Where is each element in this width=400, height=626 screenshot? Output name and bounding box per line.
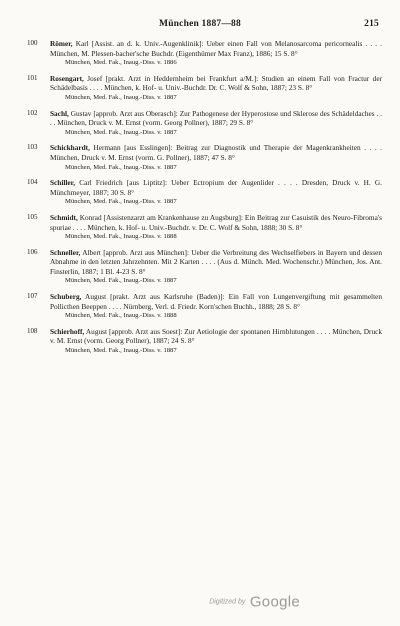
thesis-note: München, Med. Fak., Inaug.-Diss. v. 1886: [65, 59, 177, 67]
citation-text: Josef [prakt. Arzt in Heddernheim bei Frankfurt a/M.]: Studien an einem Fall von Fractur der Schädelbasis . . . . München, k. Hof- u. Univ.-Buchdr. Dr. C. Wolf & Sohn, 1887; 23 S. 8°: [50, 73, 382, 93]
citation-text: Carl Friedrich [aus Liptitz]: Ueber Ectropium der Augenlider . . . . Dresden, Druck v. H. G. Münchmeyer, 1887; 30 S. 8°: [50, 178, 382, 197]
entry-citation: [50, 292, 382, 311]
entry-citation: [50, 143, 382, 162]
list-item: [0, 109, 400, 138]
list-item: [0, 292, 400, 321]
entry-number: 106: [27, 247, 38, 256]
digitization-watermark: [209, 593, 300, 611]
author-name: Sachl,: [50, 108, 69, 118]
thesis-note: München, Med. Fak., Inaug.-Diss. v. 1887: [65, 277, 177, 285]
entry-number: 107: [27, 292, 38, 301]
list-item: [0, 248, 400, 286]
entry-number: 103: [27, 143, 38, 152]
citation-text: August [prakt. Arzt aus Karlsruhe (Baden)]: Ein Fall von Lungenvergiftung mit gesammelten Pollicthen Beeppen . . . . Nürnberg, Verl. d. Friedr. Korn'schen Buchh., 1888; 28 S. 8°: [50, 292, 382, 311]
entry-citation: [50, 109, 382, 128]
author-name: Schierhoff,: [50, 326, 85, 336]
entry-citation: [50, 74, 382, 93]
thesis-note: München, Med. Fak., Inaug.-Diss. v. 1887: [65, 163, 177, 171]
entry-number: 108: [27, 326, 38, 335]
author-name: Römer,: [50, 39, 73, 48]
entry-number: 101: [27, 73, 38, 82]
entry-citation: [50, 248, 382, 277]
entry-citation: [50, 178, 382, 197]
running-head: [0, 19, 400, 31]
thesis-note: München, Med. Fak., Inaug.-Diss. v. 1887: [65, 198, 177, 206]
thesis-note: München, Med. Fak., Inaug.-Diss. v. 1887: [65, 128, 177, 136]
entry-list: [0, 39, 400, 362]
citation-text: Hermann [aus Esslingen]: Beitrag zur Diagnostik und Therapie der Magenkrankheiten . . . . München, Druck v. M. Ernst (vorm. G. Pollner), 1887; 47 S. 8°: [50, 143, 382, 162]
entry-number: 102: [27, 108, 38, 117]
citation-text: Karl [Assist. an d. k. Univ.-Augenklinik]: Ueber einen Fall von Melanosarcoma pericornealis . . . . München, M. Plessen-bacher'sche Buchdr. (Eigenthümer Max Franz), 1886; 15 S. 8°: [50, 39, 382, 58]
watermark-prefix: Digitized by: [209, 598, 246, 606]
author-name: Rosengart,: [50, 73, 84, 83]
citation-text: August [approb. Arzt aus Soest]: Zur Aetiologie der spontanen Hirnblutungen . . . . München, Druck v. M. Ernst (vorm. Georg Pollner), 1887; 24 S. 8°: [50, 326, 382, 346]
thesis-note: München, Med. Fak., Inaug.-Diss. v. 1887: [65, 93, 177, 101]
author-name: Schmidt,: [50, 212, 78, 222]
entry-number: 100: [27, 39, 38, 47]
list-item: [0, 39, 400, 68]
list-item: [0, 178, 400, 207]
list-item: [0, 213, 400, 242]
list-item: [0, 74, 400, 103]
entry-citation: [50, 213, 382, 232]
google-logo: Google: [249, 593, 300, 611]
citation-text: Konrad [Assistenzarzt am Krankenhause zu Augsburg]: Ein Beitrag zur Casuistik des Neuro-Fibroma's spuriae . . . . München, k. Hof- u. Univ.-Buchdr. v. Dr. C. Wolf & Sohn, 1888; 30 S. 8°: [50, 212, 382, 232]
list-item: [0, 327, 400, 356]
citation-text: Albert [approb. Arzt aus München]: Ueber die Verbreitung des Wechselfiebers in Bayern und dessen Abnahme in den letzten Jahrzehnten. Mit 2 Karten . . . . (Aus d. Münch. Med. Wochenschr.) München, Jos. Ant. Finsterlin, 1887; 1 Bl. 4-23 S. 8°: [50, 247, 382, 276]
citation-text: Gustav [approb. Arzt aus Oberasch]: Zur Pathogenese der Hyperostose und Sklerose des Schädeldaches . . . . München, Druck v. M. Ernst (vorm. Georg Pollner), 1887; 29 S. 8°: [50, 108, 382, 128]
entry-number: 104: [27, 178, 38, 187]
author-name: Schuberg,: [50, 292, 82, 302]
list-item: [0, 143, 400, 172]
thesis-note: München, Med. Fak., Inaug.-Diss. v. 1887: [65, 347, 177, 355]
running-head-title: München 1887—88: [159, 19, 241, 29]
thesis-note: München, Med. Fak., Inaug.-Diss. v. 1888: [65, 312, 177, 320]
page-number: 215: [364, 19, 379, 29]
thesis-note: München, Med. Fak., Inaug.-Diss. v. 1888: [65, 233, 177, 241]
entry-citation: [50, 39, 382, 58]
author-name: Schneller,: [50, 247, 81, 257]
entry-number: 105: [27, 212, 38, 221]
author-name: Schiller,: [50, 178, 76, 188]
entry-citation: [50, 327, 382, 346]
author-name: Schickhardt,: [50, 143, 90, 153]
